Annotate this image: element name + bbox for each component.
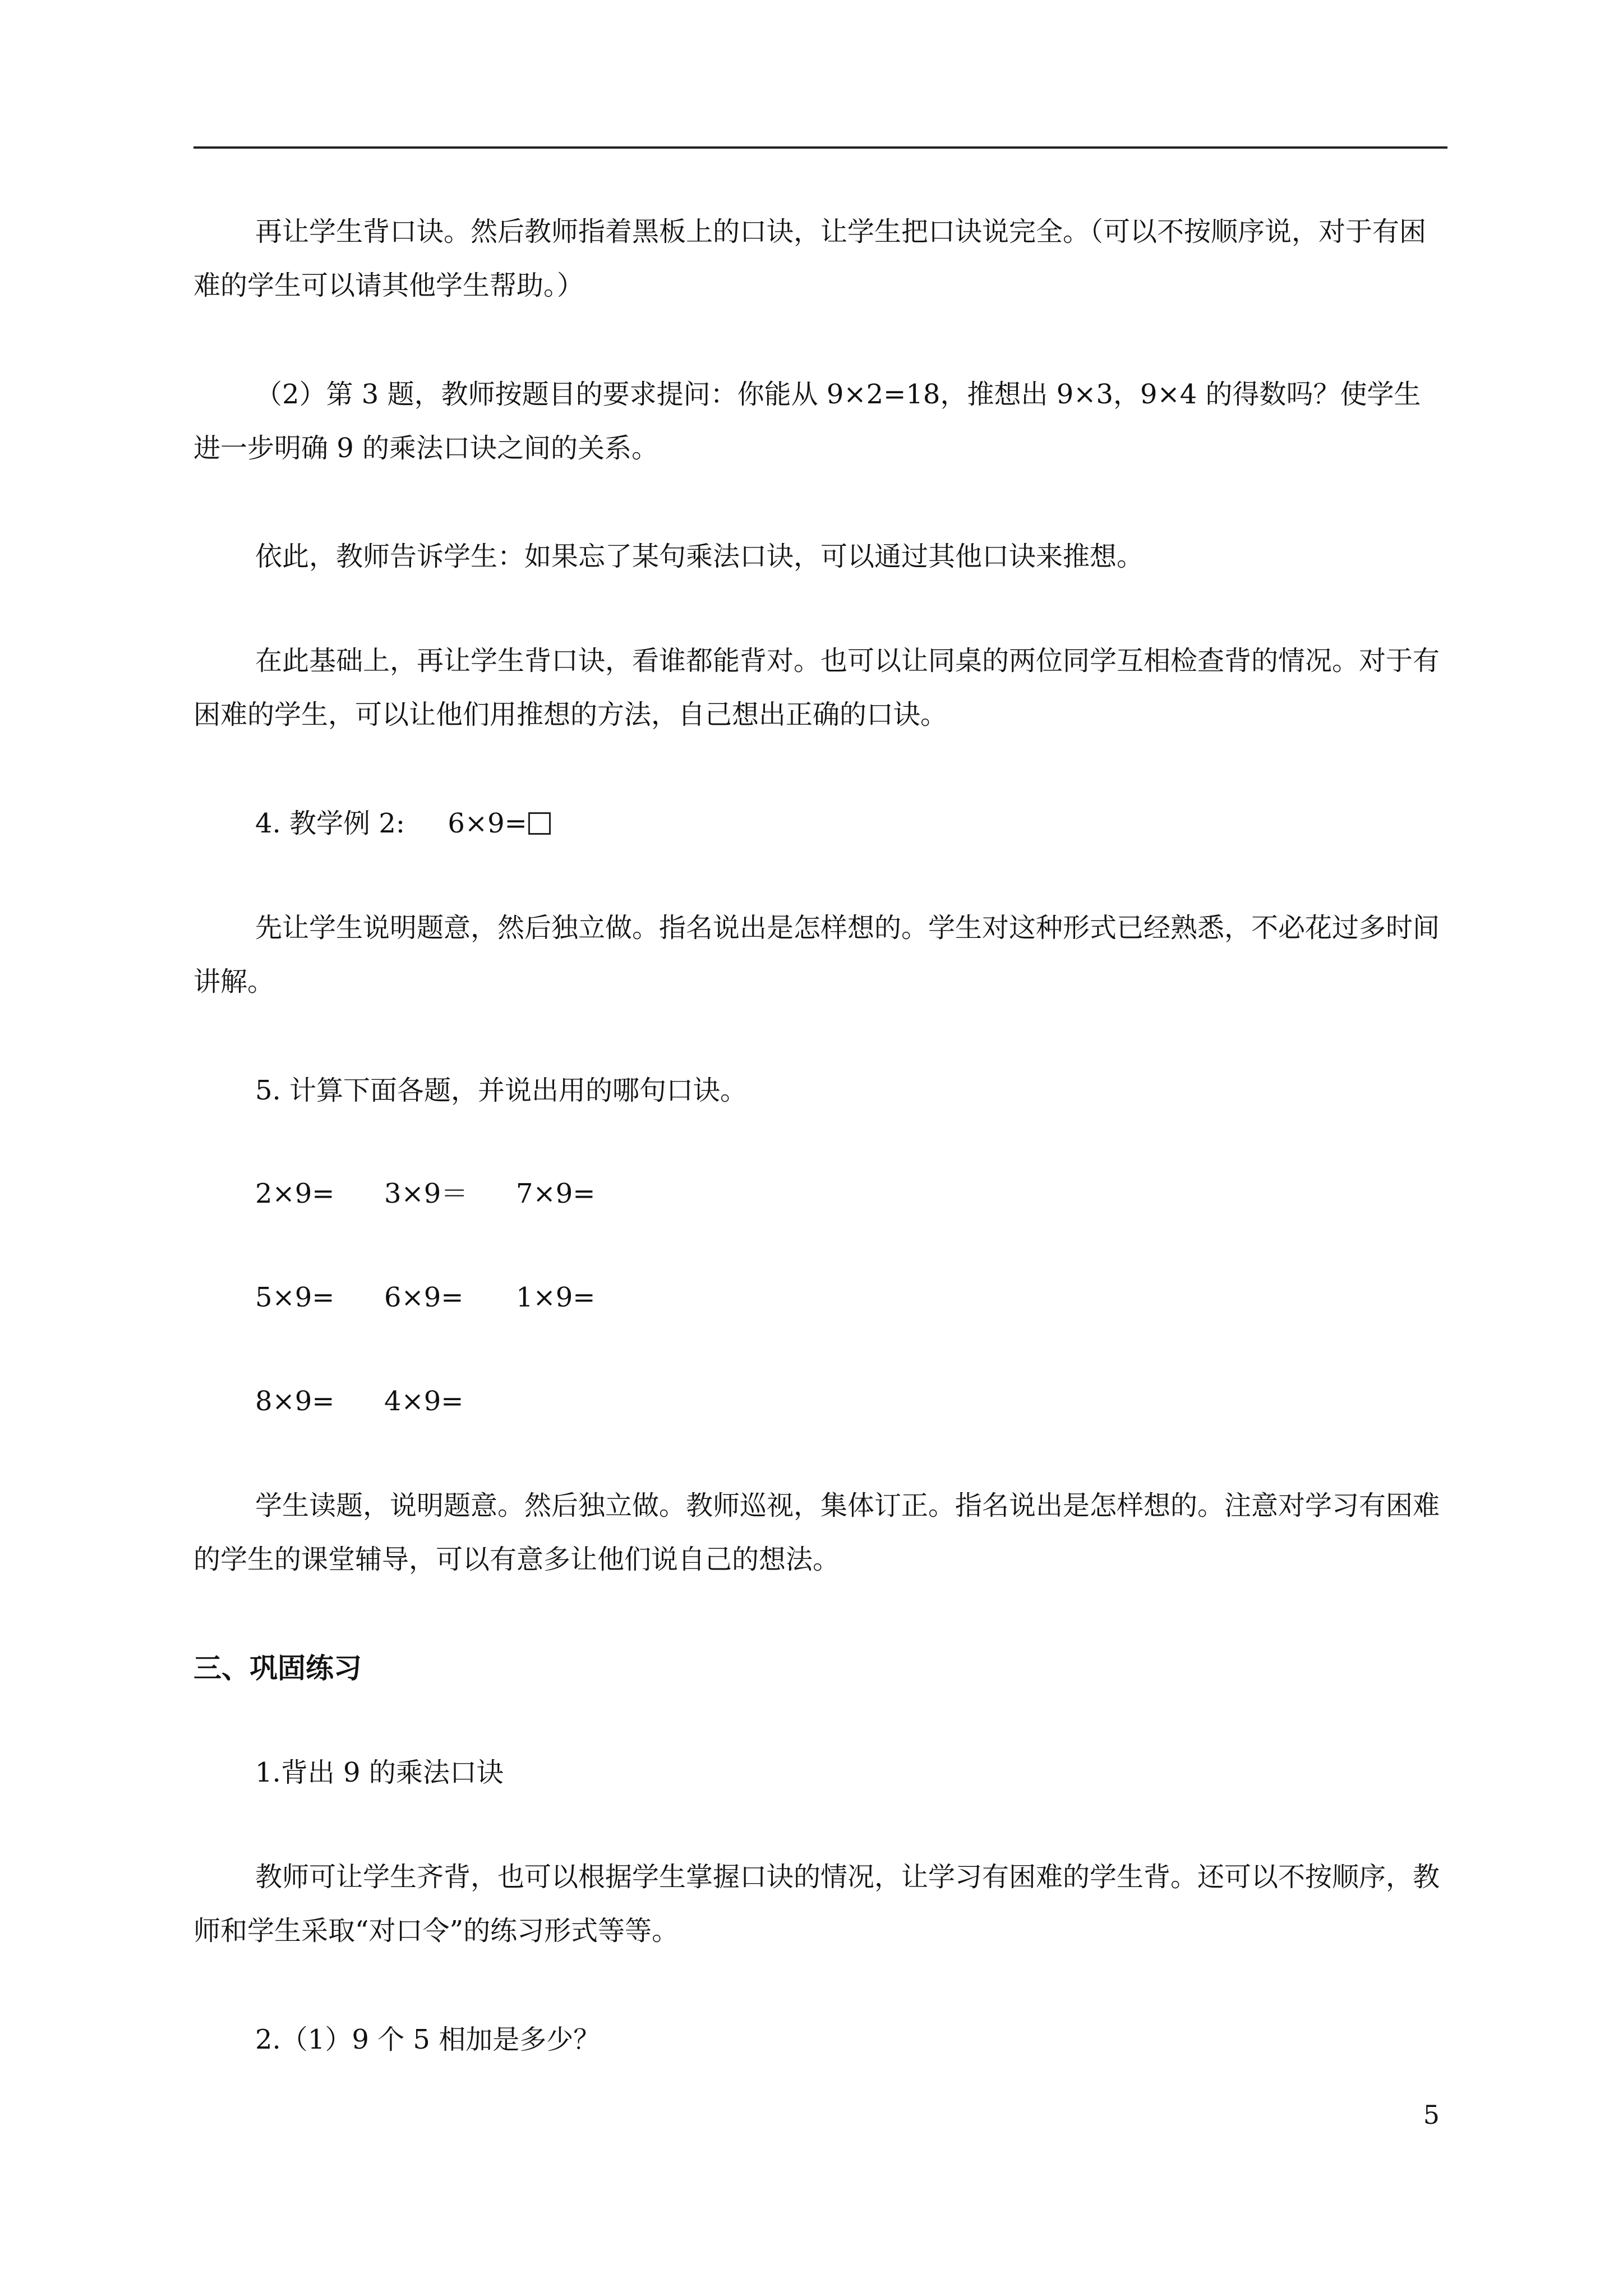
exercise-item: 6×9= [384, 1282, 464, 1313]
header-rule [193, 146, 1447, 149]
section-3-item-1: 1.背出 9 的乘法口诀 [255, 1757, 504, 1788]
paragraph-question-3: （2）第 3 题，教师按题目的要求提问：你能从 9×2=18，推想出 9×3，9×4 的得数吗？使学生进一步明确 9 的乘法口诀之间的关系。 [193, 379, 1421, 464]
paragraph-recite-formula: 再让学生背口诀。然后教师指着黑板上的口诀，让学生把口诀说完全。（可以不按顺序说，对于有困难的学生可以请其他学生帮助。） [193, 216, 1427, 301]
paragraph-example-explain: 先让学生说明题意，然后独立做。指名说出是怎样想的。学生对这种形式已经熟悉，不必花过多时间讲解。 [193, 912, 1440, 997]
item-4-label: 4. 教学例 2: [255, 808, 405, 839]
exercise-item: 8×9= [255, 1386, 335, 1417]
exercise-item: 3×9＝ [384, 1178, 468, 1209]
exercise-row [255, 1374, 516, 1428]
page-number: 5 [1423, 2100, 1440, 2130]
paragraph-recite-check: 在此基础上，再让学生背口诀，看谁都能背对。也可以让同桌的两位同学互相检查背的情况。对于有困难的学生，可以让他们用推想的方法，自己想出正确的口诀。 [193, 645, 1440, 730]
exercise-item: 5×9= [255, 1282, 335, 1313]
exercise-row [255, 1167, 656, 1221]
item-5-instruction: 5. 计算下面各题，并说出用的哪句口诀。 [255, 1075, 748, 1106]
exercise-item: 7×9= [516, 1178, 596, 1209]
item-4-expression: 6×9= [448, 808, 527, 839]
section-3-heading: 三、巩固练习 [193, 1651, 362, 1685]
paragraph-infer-formula: 依此，教师告诉学生：如果忘了某句乘法口诀，可以通过其他口诀来推想。 [255, 541, 1144, 572]
item-4-example [255, 797, 551, 850]
exercise-item: 4×9= [384, 1386, 464, 1417]
paragraph-recite-methods: 教师可让学生齐背，也可以根据学生掌握口诀的情况，让学习有困难的学生背。还可以不按顺序，教师和学生采取“对口令”的练习形式等等。 [193, 1861, 1440, 1947]
exercise-item: 1×9= [516, 1282, 596, 1313]
paragraph-student-practice: 学生读题，说明题意。然后独立做。教师巡视，集体订正。指名说出是怎样想的。注意对学习有困难的学生的课堂辅导，可以有意多让他们说自己的想法。 [193, 1490, 1440, 1575]
blank-box-icon [528, 812, 551, 835]
section-3-item-2: 2.（1）9 个 5 相加是多少？ [255, 2024, 601, 2055]
exercise-row [255, 1271, 656, 1324]
exercise-item: 2×9= [255, 1178, 335, 1209]
